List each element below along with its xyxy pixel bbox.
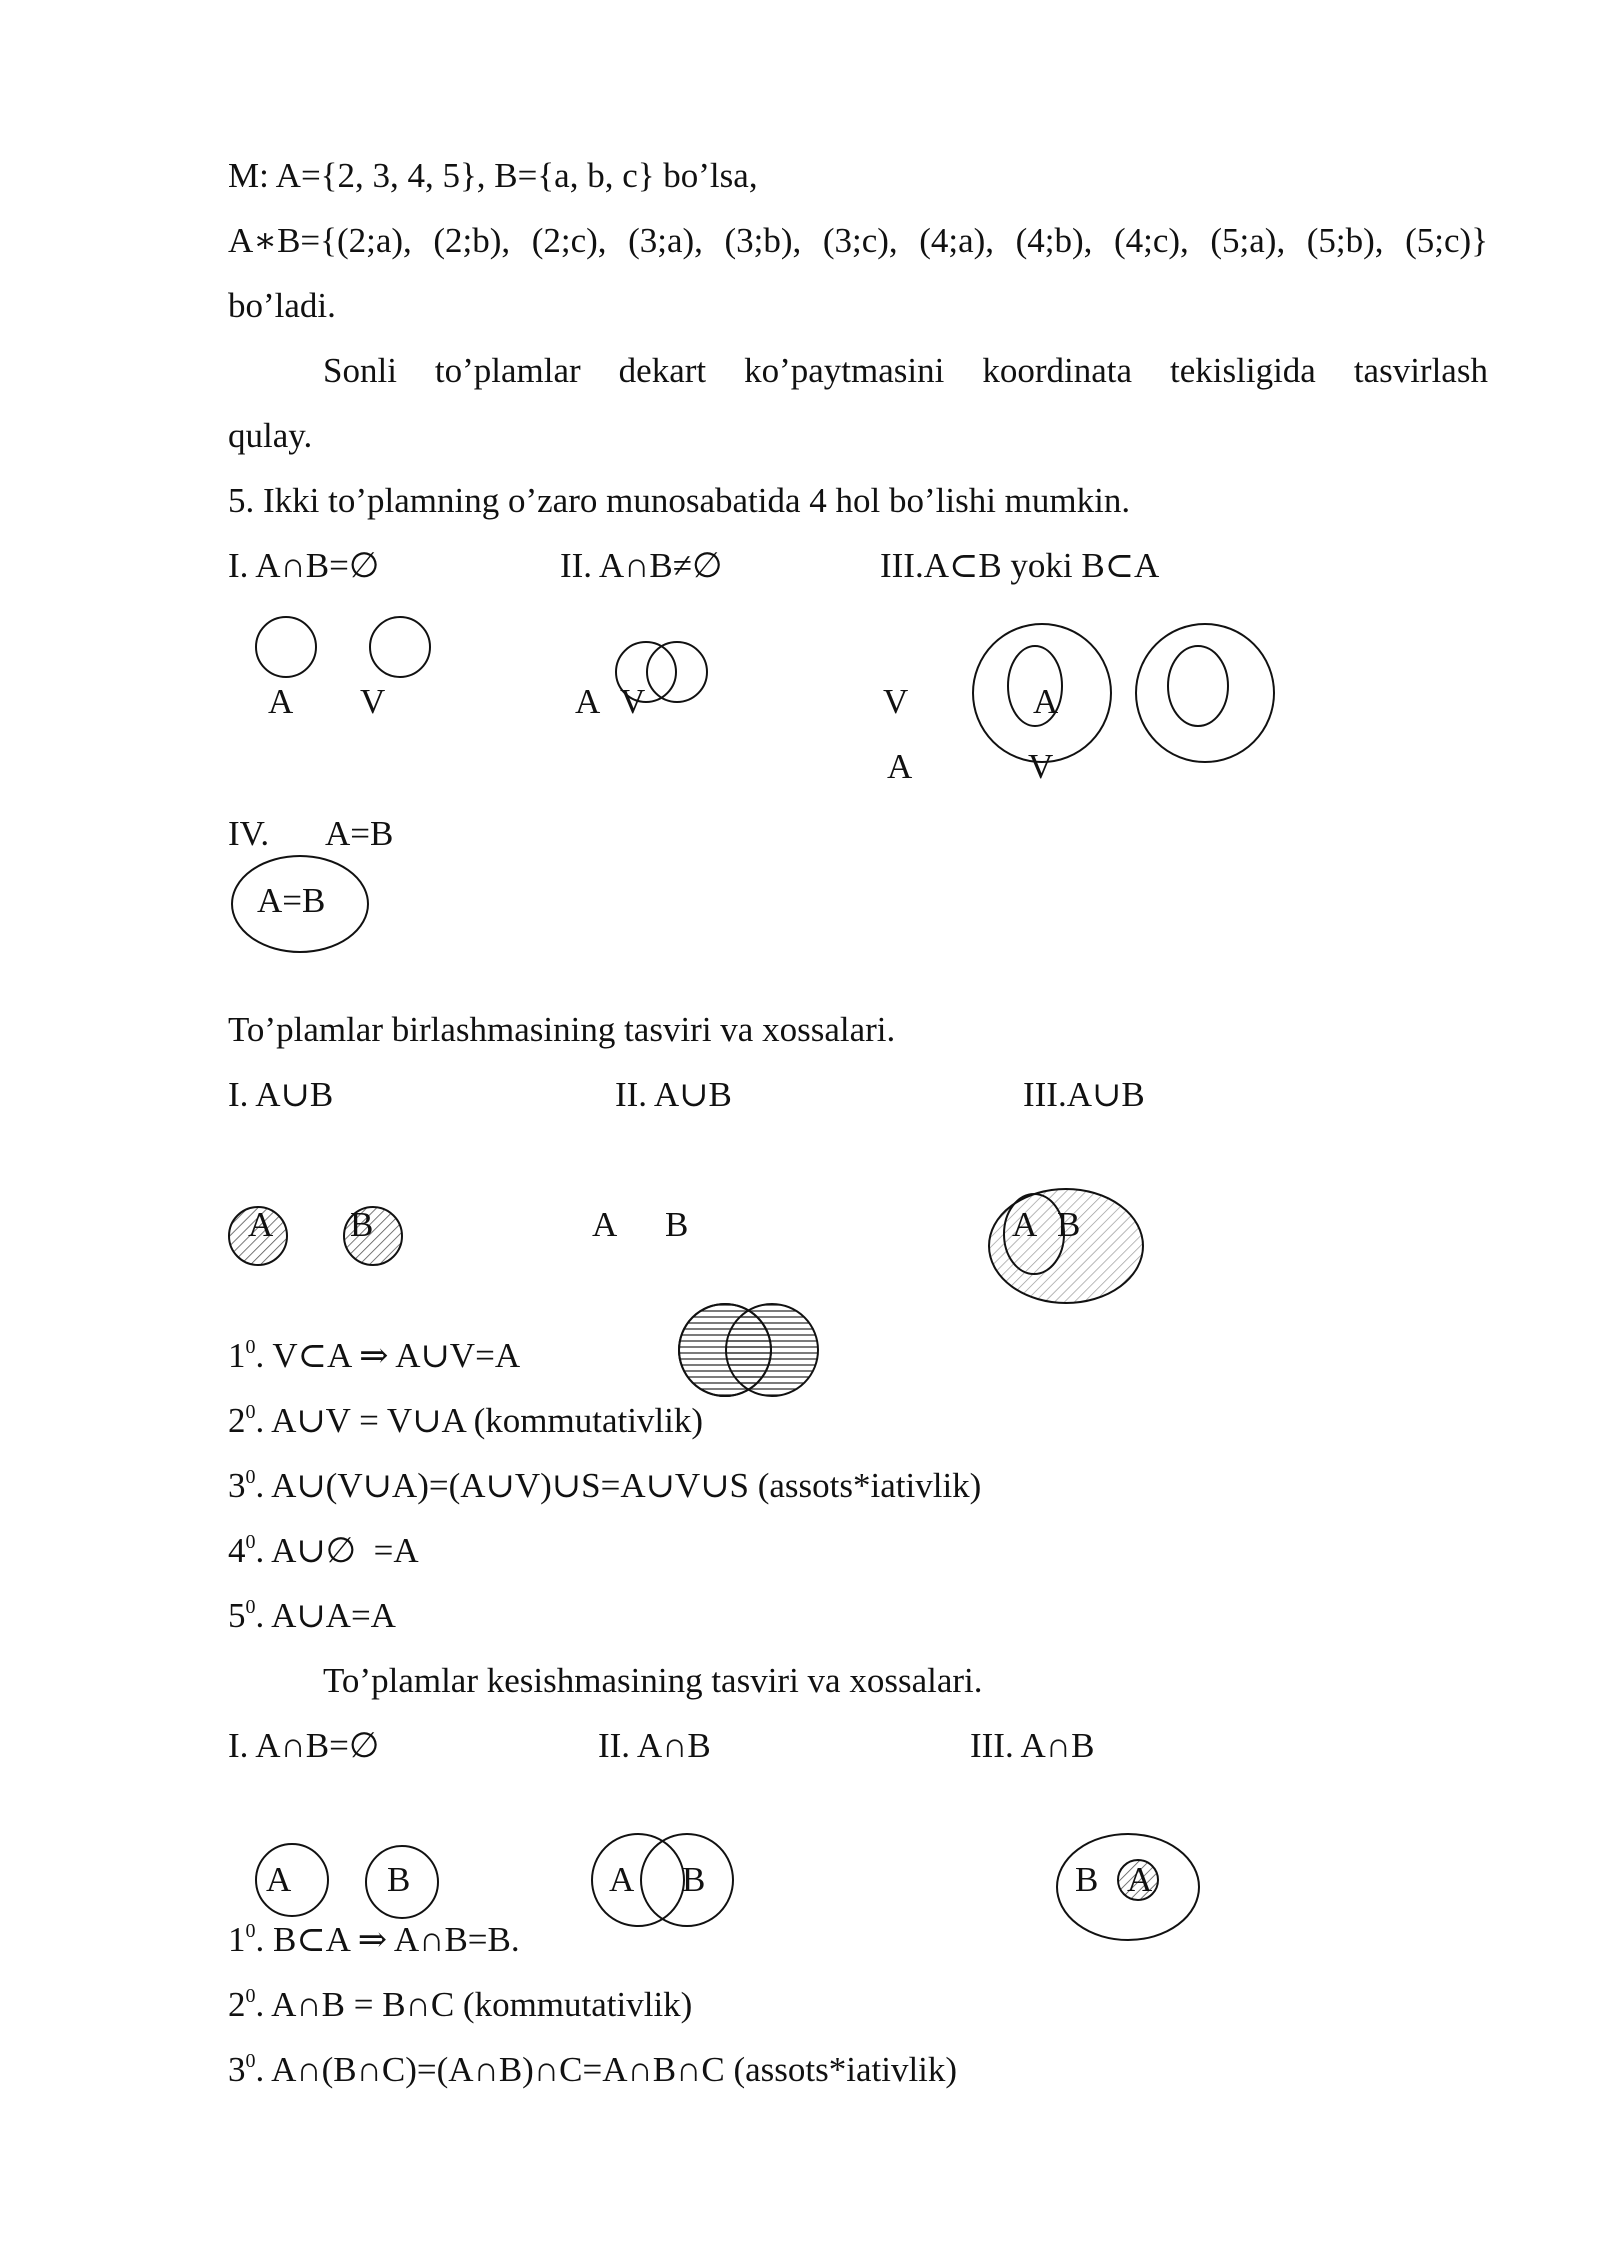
union2-label-b: B: [665, 1205, 689, 1244]
rel2-label-a: A: [575, 682, 601, 721]
prop-number: 5: [228, 1596, 246, 1635]
intersection-property-3: [228, 2052, 957, 2087]
union3-label-b: B: [1057, 1205, 1081, 1244]
relation-case-3: III.A⊂B yoki B⊂A: [880, 546, 1160, 585]
rel3-label-v1: V: [883, 682, 909, 721]
prop-text: . A∪(V∪A)=(A∪V)∪S=A∪V∪S (assots*iativlik): [255, 1466, 982, 1505]
prop-number: 3: [228, 2050, 246, 2089]
intersection-case-2: II. A∩B: [598, 1726, 711, 1765]
prop-degree: 0: [245, 1531, 256, 1553]
union1-label-b: B: [350, 1205, 374, 1244]
prop-number: 2: [228, 1985, 246, 2024]
rel3-outer-circle-2: [1136, 624, 1274, 762]
union-property-4: [228, 1533, 419, 1568]
word: (3;c),: [822, 221, 898, 260]
prop-text: . A∩B = B∩C (kommutativlik): [255, 1985, 693, 2024]
intersection-case-3: III. A∩B: [970, 1726, 1095, 1765]
word: (5;b),: [1306, 221, 1384, 260]
inter1-label-a: A: [266, 1860, 292, 1899]
rel4-label: A=B: [257, 881, 326, 920]
union-property-3: [228, 1468, 981, 1503]
word: tekisligida: [1170, 351, 1316, 390]
prop-degree: 0: [245, 1920, 256, 1942]
union-case-3: III.A∪B: [1023, 1075, 1145, 1114]
prop-text: . A∪A=A: [255, 1596, 396, 1635]
inter3-label-b: B: [1075, 1860, 1099, 1899]
rel3-label-a1: A: [1033, 682, 1059, 721]
word: (2;b),: [433, 221, 511, 260]
rel2-label-v: V: [620, 682, 646, 721]
word: (3;b),: [724, 221, 802, 260]
rel3-inner-ellipse-2: [1168, 646, 1228, 726]
inter3-label-a: A: [1127, 1860, 1153, 1899]
prop-degree: 0: [245, 1336, 256, 1358]
union2-label-a: A: [592, 1205, 618, 1244]
rel1-label-a: A: [268, 682, 294, 721]
prop-degree: 0: [245, 1985, 256, 2007]
paragraph-line-2: qulay.: [228, 416, 313, 455]
rel1-label-v: V: [360, 682, 386, 721]
prop-degree: 0: [245, 2050, 256, 2072]
relations-heading: 5. Ikki to’plamning o’zaro munosabatida 4 hol bo’lishi mumkin.: [228, 481, 1131, 520]
word: (2;c),: [531, 221, 607, 260]
intersection-property-1: [228, 1922, 520, 1957]
paragraph-line-1: [323, 353, 1488, 388]
prop-number: 3: [228, 1466, 246, 1505]
prop-number: 2: [228, 1401, 246, 1440]
word: (4;a),: [919, 221, 995, 260]
union-case-2: II. A∪B: [615, 1075, 732, 1114]
inter2-label-b: B: [682, 1860, 706, 1899]
union-case-1: I. A∪B: [228, 1075, 334, 1114]
word: (3;a),: [628, 221, 703, 260]
product-line: [228, 223, 1488, 258]
inter2-label-a: A: [609, 1860, 635, 1899]
example-line: M: A={2, 3, 4, 5}, B={a, b, c} bo’lsa,: [228, 156, 758, 195]
union3-label-a: A: [1012, 1205, 1038, 1244]
rel3-label-v2: V: [1028, 747, 1054, 786]
word: A∗B={(2;a),: [228, 221, 412, 260]
word: (5;c)}: [1405, 221, 1488, 260]
inter2-circle-a: [592, 1834, 684, 1926]
prop-number: 1: [228, 1336, 246, 1375]
union-property-1: [228, 1338, 520, 1373]
relation-case-2: II. A∩B≠∅: [560, 546, 723, 585]
word: Sonli: [323, 351, 397, 390]
rel1-circle-v: [370, 617, 430, 677]
prop-number: 4: [228, 1531, 246, 1570]
prop-degree: 0: [245, 1466, 256, 1488]
word: dekart: [618, 351, 707, 390]
intersection-heading: To’plamlar kesishmasining tasviri va xossalari.: [323, 1661, 983, 1700]
intersection-property-2: [228, 1987, 692, 2022]
product-end: bo’ladi.: [228, 286, 336, 325]
prop-text: . V⊂A ⇒ A∪V=A: [255, 1336, 521, 1375]
word: tasvirlash: [1353, 351, 1488, 390]
word: to’plamlar: [434, 351, 581, 390]
inter1-label-b: B: [387, 1860, 411, 1899]
relation-case-4-num: IV.: [228, 814, 270, 853]
relation-case-4-eq: A=B: [325, 814, 394, 853]
union-property-2: [228, 1403, 703, 1438]
word: (4;b),: [1015, 221, 1093, 260]
union1-label-a: A: [248, 1205, 274, 1244]
prop-text: . B⊂A ⇒ A∩B=B.: [255, 1920, 520, 1959]
relation-case-1: I. A∩B=∅: [228, 546, 380, 585]
intersection-case-1: I. A∩B=∅: [228, 1726, 380, 1765]
word: koordinata: [982, 351, 1133, 390]
word: (4;c),: [1113, 221, 1189, 260]
prop-degree: 0: [245, 1401, 256, 1423]
word: (5;a),: [1210, 221, 1286, 260]
prop-text: . A∩(B∩C)=(A∩B)∩C=A∩B∩C (assots*iativlik): [255, 2050, 958, 2089]
prop-degree: 0: [245, 1596, 256, 1618]
union-property-5: [228, 1598, 396, 1633]
prop-number: 1: [228, 1920, 246, 1959]
word: ko’paytmasini: [744, 351, 945, 390]
rel1-circle-a: [256, 617, 316, 677]
prop-text: . A∪∅ =A: [255, 1531, 419, 1570]
rel3-label-a2: A: [887, 747, 913, 786]
prop-text: . A∪V = V∪A (kommutativlik): [255, 1401, 704, 1440]
union-heading: To’plamlar birlashmasining tasviri va xossalari.: [228, 1010, 896, 1049]
